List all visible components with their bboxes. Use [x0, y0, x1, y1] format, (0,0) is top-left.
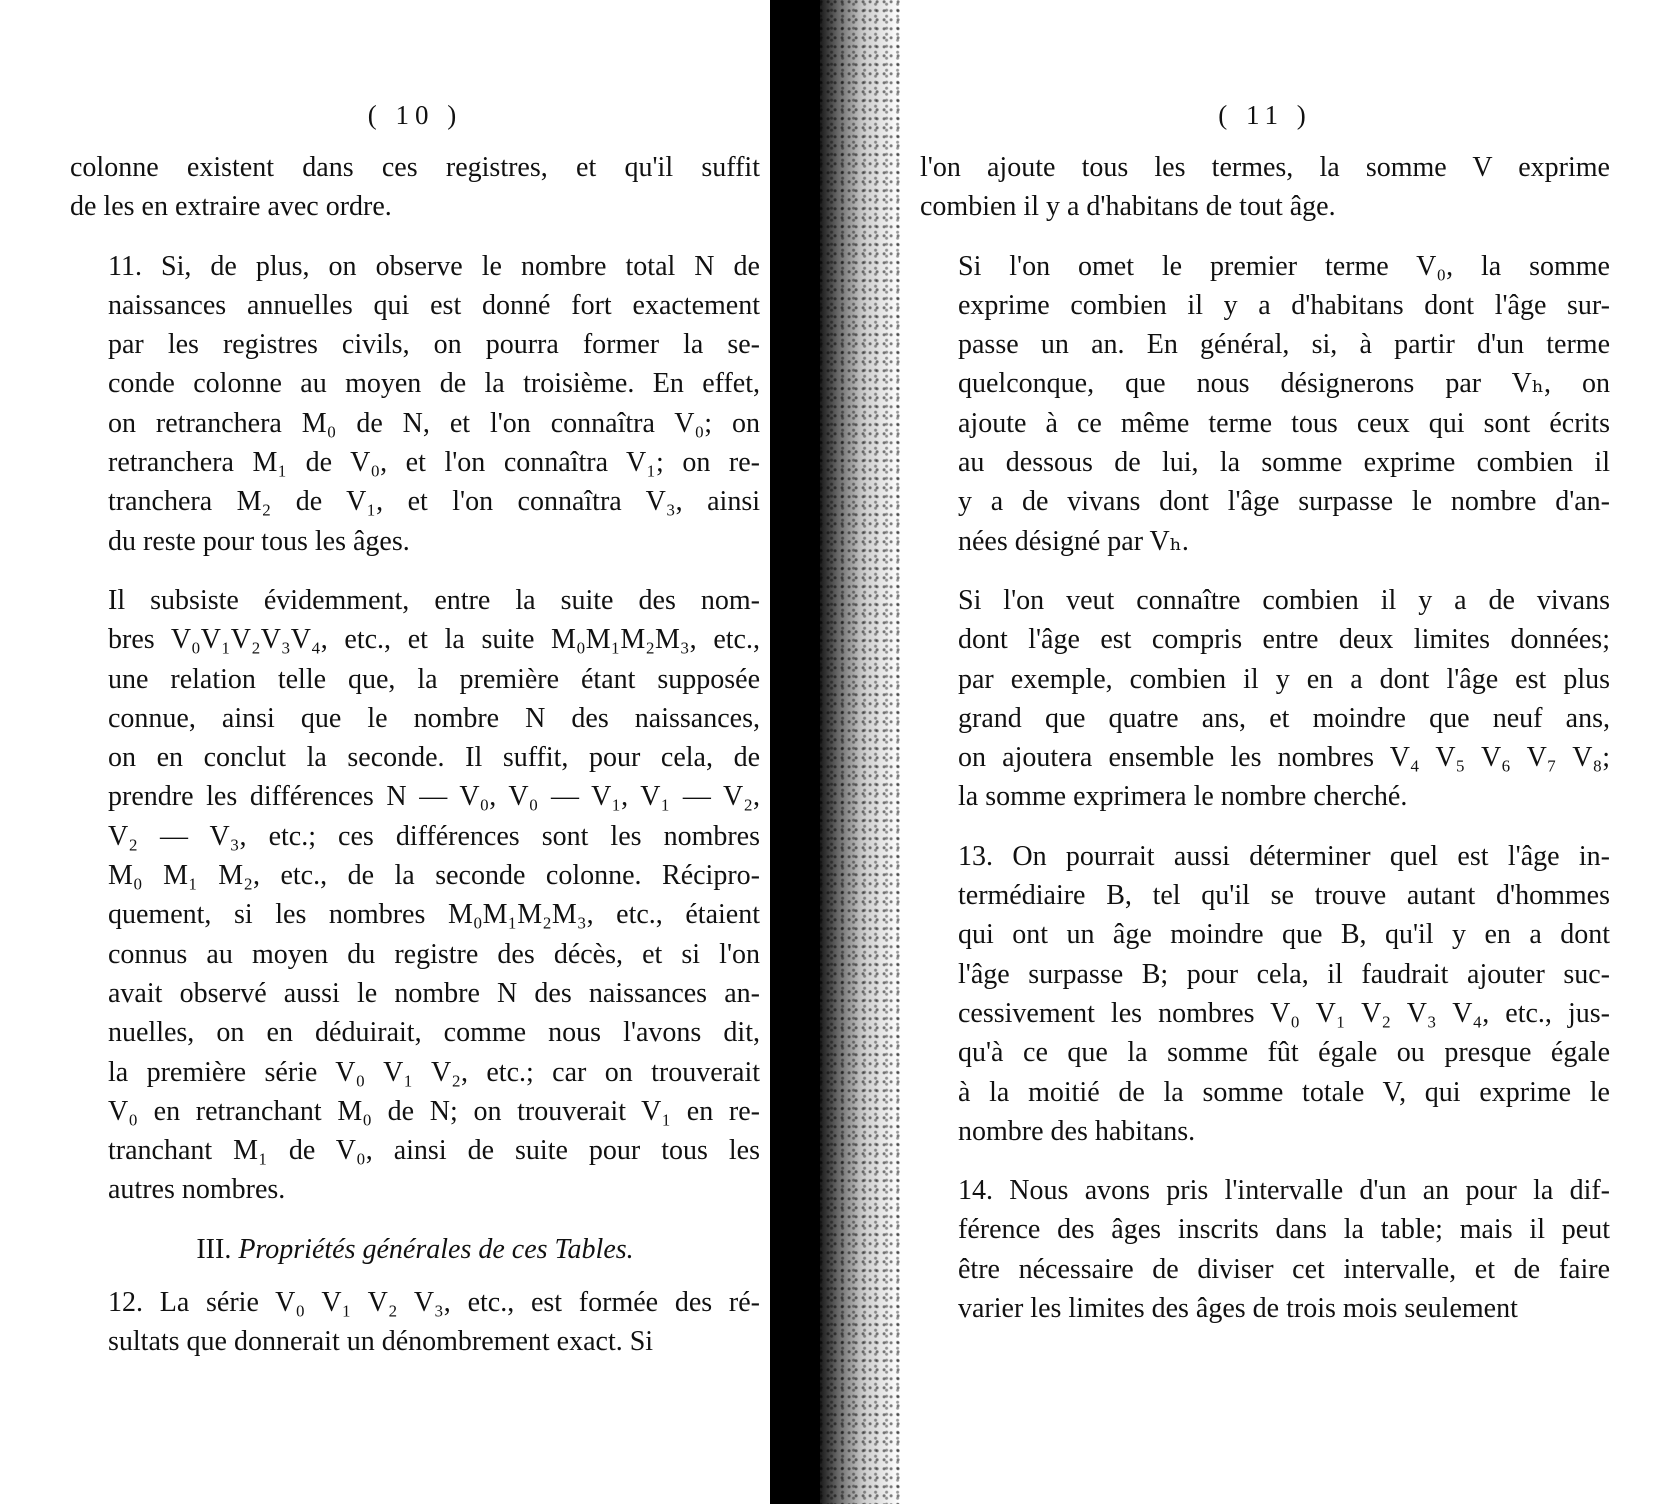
page-number: ( 11 ) — [1218, 100, 1312, 130]
text-line: avait observé aussi le nombre N des naissances an- — [108, 977, 760, 1009]
text-line: termédiaire B, tel qu'il se trouve autant d'hommes — [958, 880, 1610, 912]
page-number: ( 10 ) — [367, 100, 463, 130]
text-line: retranchera M₁ de V₀, et l'on connaîtra V₁; on re- — [108, 447, 760, 479]
section-heading — [70, 1230, 760, 1269]
text-line: nuelles, on en déduirait, comme nous l'avons dit, — [108, 1017, 760, 1049]
text-line: qui ont un âge moindre que B, qu'il y en a dont — [958, 919, 1610, 951]
text-line: au dessous de lui, la somme exprime combien il — [958, 447, 1610, 479]
text-line: l'on ajoute tous les termes, la somme V exprime — [920, 152, 1610, 183]
text-line: 12. La série V₀ V₁ V₂ V₃, etc., est formée des ré- — [108, 1287, 760, 1319]
text-line: par les registres civils, on pourra former la se- — [108, 329, 760, 361]
text-line: 13. On pourrait aussi déterminer quel est l'âge in- — [958, 840, 1610, 872]
text-line: on ajoutera ensemble les nombres V₄ V₅ V₆ V₇ V₈; — [958, 742, 1610, 774]
paragraph — [70, 148, 760, 227]
paragraph — [70, 581, 760, 1210]
section-number: III. — [196, 1233, 239, 1265]
text-line: colonne existent dans ces registres, et qu'il suffit — [70, 152, 760, 183]
paragraph — [920, 1171, 1610, 1328]
paragraph — [920, 148, 1610, 227]
text-line: nées désigné par Vₕ. — [958, 525, 1189, 557]
text-line: Si l'on veut connaître combien il y a de vivans — [958, 584, 1610, 616]
text-line: de les en extraire avec ordre. — [70, 191, 392, 223]
text-line: V₂ — V₃, etc.; ces différences sont les nombres — [108, 820, 760, 852]
text-line: par exemple, combien il y en a dont l'âge est plus — [958, 663, 1610, 695]
text-line: quelconque, que nous désignerons par Vₕ, on — [958, 368, 1610, 400]
text-line: V₀ en retranchant M₀ de N; on trouverait V₁ en re- — [108, 1095, 760, 1127]
paragraph — [920, 837, 1610, 1151]
text-line: sultats que donnerait un dénombrement exact. Si — [108, 1326, 654, 1358]
paragraph — [70, 1283, 760, 1362]
text-line: quement, si les nombres M₀M₁M₂M₃, etc., étaient — [108, 899, 760, 931]
text-line: tranchant M₁ de V₀, ainsi de suite pour tous les — [108, 1135, 760, 1167]
text-line: naissances annuelles qui est donné fort exactement — [108, 289, 760, 321]
page-body — [70, 148, 760, 1382]
text-line: l'âge surpasse B; pour cela, il faudrait ajouter suc- — [958, 958, 1610, 990]
text-line: cessivement les nombres V₀ V₁ V₂ V₃ V₄, etc., jus- — [958, 997, 1610, 1029]
text-line: ajoute à ce même terme tous ceux qui sont écrits — [958, 407, 1610, 439]
paragraph — [70, 247, 760, 561]
text-line: la somme exprimera le nombre cherché. — [958, 781, 1408, 813]
text-line: autres nombres. — [108, 1174, 286, 1206]
page-body — [920, 148, 1610, 1348]
paragraph — [920, 247, 1610, 561]
text-line: à la moitié de la somme totale V, qui exprime le — [958, 1076, 1610, 1108]
text-line: 11. Si, de plus, on observe le nombre total N de — [108, 250, 760, 282]
text-line: bres V₀V₁V₂V₃V₄, etc., et la suite M₀M₁M₂M₃, etc., — [108, 624, 760, 656]
text-line: exprime combien il y a d'habitans dont l'âge sur- — [958, 289, 1610, 321]
text-line: la première série V₀ V₁ V₂, etc.; car on trouverait — [108, 1056, 760, 1088]
text-line: connus au moyen du registre des décès, et si l'on — [108, 938, 760, 970]
text-line: être nécessaire de diviser cet intervalle, et de faire — [958, 1253, 1610, 1285]
text-line: tranchera M₂ de V₁, et l'on connaîtra V₃, ainsi — [108, 486, 760, 518]
text-line: conde colonne au moyen de la troisième. En effet, — [108, 368, 760, 400]
paragraph — [920, 581, 1610, 817]
text-line: nombre des habitans. — [958, 1115, 1196, 1147]
text-line: une relation telle que, la première étant supposée — [108, 663, 760, 695]
text-line: prendre les différences N — V₀, V₀ — V₁, V₁ — V₂, — [108, 781, 760, 813]
text-line: dont l'âge est compris entre deux limites données; — [958, 624, 1610, 656]
text-line: M₀ M₁ M₂, etc., de la seconde colonne. Récipro- — [108, 860, 760, 892]
text-line: varier les limites des âges de trois mois seulement — [958, 1293, 1518, 1325]
text-line: du reste pour tous les âges. — [108, 525, 410, 557]
text-line: on en conclut la seconde. Il suffit, pour cela, de — [108, 742, 760, 774]
text-line: connue, ainsi que le nombre N des naissances, — [108, 702, 760, 734]
text-line: passe un an. En général, si, à partir d'un terme — [958, 329, 1610, 361]
section-title: Propriétés générales de ces Tables. — [238, 1233, 634, 1265]
text-line: Si l'on omet le premier terme V₀, la somme — [958, 250, 1610, 282]
book-spine — [780, 0, 820, 1504]
text-line: combien il y a d'habitans de tout âge. — [920, 191, 1336, 223]
text-line: y a de vivans dont l'âge surpasse le nombre d'an- — [958, 486, 1610, 518]
text-line: férence des âges inscrits dans la table; mais il peut — [958, 1214, 1610, 1246]
text-line: grand que quatre ans, et moindre que neuf ans, — [958, 702, 1610, 734]
text-line: qu'à ce que la somme fût égale ou presque égale — [958, 1037, 1610, 1069]
text-line: 14. Nous avons pris l'intervalle d'un an pour la dif- — [958, 1175, 1610, 1207]
text-line: Il subsiste évidemment, entre la suite des nom- — [108, 584, 760, 616]
text-line: on retranchera M₀ de N, et l'on connaîtra V₀; on — [108, 407, 760, 439]
